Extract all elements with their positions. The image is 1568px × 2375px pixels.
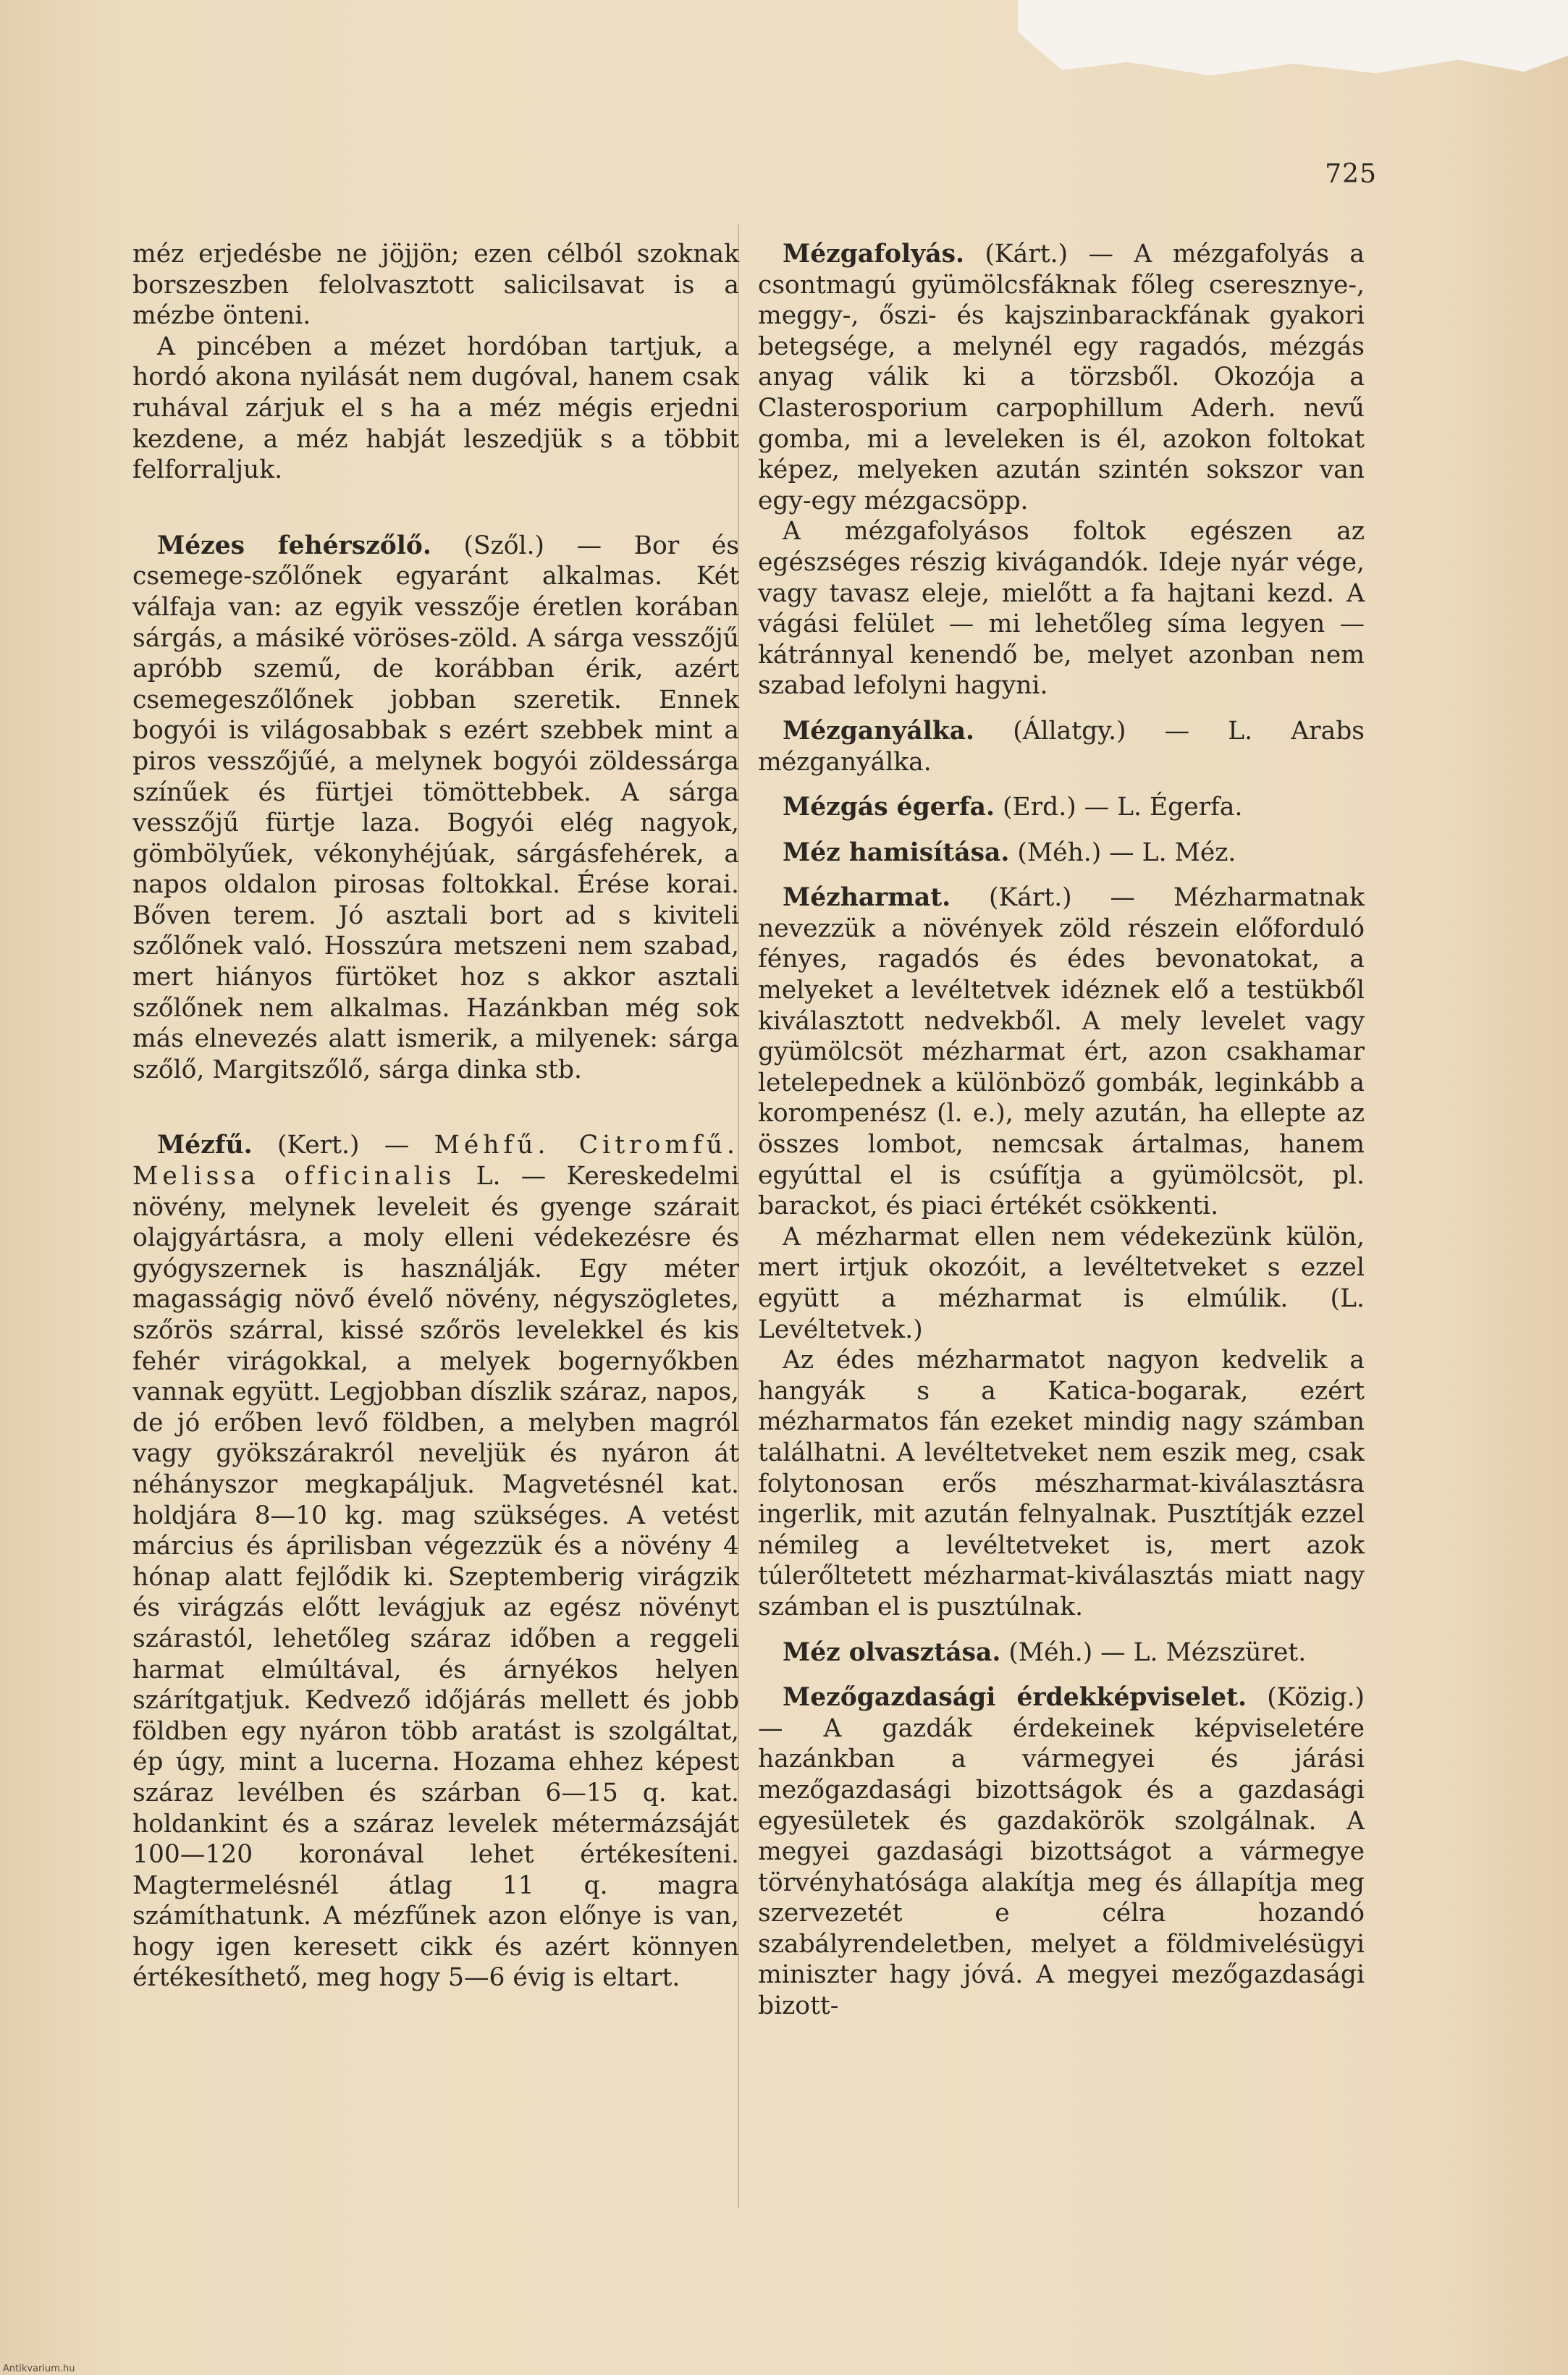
entry-text: (Méh.) — L. Mézszüret. [1000, 1637, 1307, 1667]
watermark: Antikvarium.hu [3, 2363, 75, 2374]
entry-synonyms: Méhfű. Citromfű. Melissa officinalis [132, 1131, 739, 1191]
entry-term: Mezőgazdasági érdekképviselet. [783, 1683, 1247, 1713]
paragraph: Az édes mézharmatot nagyon kedvelik a hangyák s a Katica-bogarak, ezért mézharmatos fán ezeket mindig nagy számban találhatni. A levéltetveket nem eszik meg, csak folytonosan erős mészharmat-kiválasztásra ingerlik, mit azután felnyalnak. Pusztítják ezzel némileg a levéltetveket is, mert azok túlerőltetett mézharmat-kiválasztás miatt nagy számban el is pusztúlnak. [758, 1346, 1365, 1621]
entry-term: Mézfű. [157, 1131, 253, 1160]
entry-term: Méz hamisítása. [783, 838, 1010, 867]
entry-term: Mézganyálka. [783, 716, 975, 746]
entry-text: (Erd.) — L. Égerfa. [995, 793, 1243, 822]
right-column [758, 239, 1365, 2022]
entry-mezogazdasagi-erdekkepviselet [758, 1682, 1365, 2022]
entry-mezfu [132, 1130, 739, 1994]
entry-text: (Szől.) — Bor és csemege-szőlőnek egyaránt alkalmas. Két válfaja van: az egyik vesszője éretlen korában sárgás, a másiké vöröses-zöld. A sárga vesszőjű apróbb szemű, de korábban érik, azért csemegeszőlőnek jobban szeretik. Ennek bogyói is világosabbak s ezért szebbek mint a piros vesszőjűé, a melynek bogyói zöldessárga színűek és fürtjei tömöttebbek. A sárga vesszőjű fürtje laza. Bogyói elég nagyok, gömbölyűek, vékonyhéjúak, sárgásfehérek, a napos oldalon pirosas foltokkal. Érése korai. Bőven terem. Jó asztali bort ad s kiviteli szőlőnek való. Hosszúra metszeni nem szabad, mert hiányos fürtöket hoz s akkor asztali szőlőnek nem alkalmas. Hazánkban még sok más elnevezés alatt ismerik, a milyenek: sárga szőlő, Margitszőlő, sárga dinka stb. [132, 531, 739, 1084]
entry-term: Méz olvasztása. [783, 1637, 1001, 1667]
paragraph: méz erjedésbe ne jöjjön; ezen célból szoknak borszeszben felolvasztott salicilsavat is a mézbe önteni. [132, 240, 739, 331]
entry-term: Mézharmat. [783, 883, 951, 913]
paragraph: A mézharmat ellen nem védekezünk külön, mert irtjuk okozóit, a levéltetveket s ezzel együtt a mézharmat is elmúlik. (L. Levéltetvek.) [758, 1222, 1365, 1344]
paragraph: A pincében a mézet hordóban tartjuk, a hordó akona nyilását nem dugóval, hanem csak ruhával zárjuk el s ha a méz mégis erjedni kezdene, a méz habját leszedjük s a többit felforraljuk. [132, 332, 739, 485]
entry-term: Mézgafolyás. [783, 240, 965, 269]
entry-text: (Állatgy.) — L. Arabs mézganyálka. [758, 716, 1365, 777]
entry-mezganyalka [758, 716, 1365, 777]
left-column [132, 239, 739, 1994]
entry-term: Mézgás égerfa. [783, 793, 995, 822]
entry-mezgas-egerfa [758, 792, 1365, 823]
entry-text: (Kert.) — [252, 1131, 434, 1160]
entry-mezharmat [758, 882, 1365, 1222]
entry-mezes-feherszolo [132, 531, 739, 1086]
paragraph: A mézgafolyásos foltok egészen az egészséges részig kivágandók. Ideje nyár vége, vagy tavasz eleje, mielőtt a fa hajtani kezd. A vágási felület — mi lehetőleg síma legyen — kátránnyal kenendő be, melyet azonban nem szabad lefolyni hagyni. [758, 517, 1365, 701]
entry-mezgafolyas [758, 239, 1365, 516]
entry-mez-olvasztasa [758, 1637, 1365, 1669]
entry-mez-hamisitasa [758, 838, 1365, 869]
page-number: 725 [1325, 159, 1377, 189]
entry-text: (Méh.) — L. Méz. [1009, 838, 1236, 867]
entry-text: (Közig.) — A gazdák érdekeinek képviseletére hazánkban a vármegyei és járási mezőgazdasági bizottságok és a gazdasági egyesületek és gazdakörök szolgálnak. A megyei gazdasági bizottságot a vármegye törvényhatósága alakítja meg és állapítja meg szervezetét e célra hozandó szabályrendeletben, melyet a földmivelésügyi miniszter hagy jóvá. A megyei mezőgazdasági bizott- [758, 1683, 1365, 2021]
entry-text: (Kárt.) — A mézgafolyás a csontmagú gyümölcsfáknak főleg cseresznye-, meggy-, őszi- és kajszinbarackfának gyakori betegsége, a melynél egy ragadós, mézgás anyag válik ki a törzsből. Okozója a Clasterosporium carpophillum Aderh. nevű gomba, mi a leveleken is él, azokon foltokat képez, melyeken azután szintén sokszor van egy-egy mézgacsöpp. [758, 240, 1365, 515]
torn-corner [1018, 0, 1568, 80]
entry-text: L. — Kereskedelmi növény, melynek leveleit és gyenge szárait olajgyártásra, a moly elleni védekezésre és gyógyszernek is használják. Egy méter magasságig növő évelő növény, négyszögletes, szőrös szárral, kissé szőrös levelekkel és kis fehér virágokkal, a melyek bogernyőkben vannak együtt. Legjobban díszlik száraz, napos, de jó erőben levő földben, a melyben magról vagy gyökszárakról neveljük és nyáron át néhányszor megkapáljuk. Magvetésnél kat. holdjára 8—10 kg. mag szükséges. A vetést március és áprilisban végezzük és a növény 4 hónap alatt fejlődik ki. Szeptemberig virágzik és virágzás előtt levágjuk az egész növényt szárastól, lehetőleg száraz időben a reggeli harmat elmúltával, és árnyékos helyen szárítgatjuk. Kedvező időjárás mellett és jobb földben egy nyáron több aratást is szolgáltat, ép úgy, mint a lucerna. Hozama ehhez képest száraz levélben és szárban 6—15 q. kat. holdankint és a száraz levelek métermázsáját 100—120 koronával lehet értékesíteni. Magtermelésnél átlag 11 q. magra számíthatunk. A mézfűnek azon előnye is van, hogy igen keresett cikk és azért könnyen értékesíthető, meg hogy 5—6 évig is eltart. [132, 1162, 740, 1993]
entry-text: (Kárt.) — Mézharmatnak nevezzük a növények zöld részein előforduló fényes, ragadós és édes bevonatokat, a melyeket a levéltetvek idéznek elő a testükből kiválasztott nedvekből. A mely levelet vagy gyümölcsöt mézharmat ért, azon csakhamar letelepednek a különböző gombák, leginkább a korompenész (l. e.), mely azután, ha ellepte az összes lombot, nemcsak ártalmas, hanem egyúttal el is csúfítja a gyümölcsöt, pl. barackot, és piaci értékét csökkenti. [758, 883, 1365, 1221]
entry-term: Mézes fehérszőlő. [157, 531, 431, 560]
